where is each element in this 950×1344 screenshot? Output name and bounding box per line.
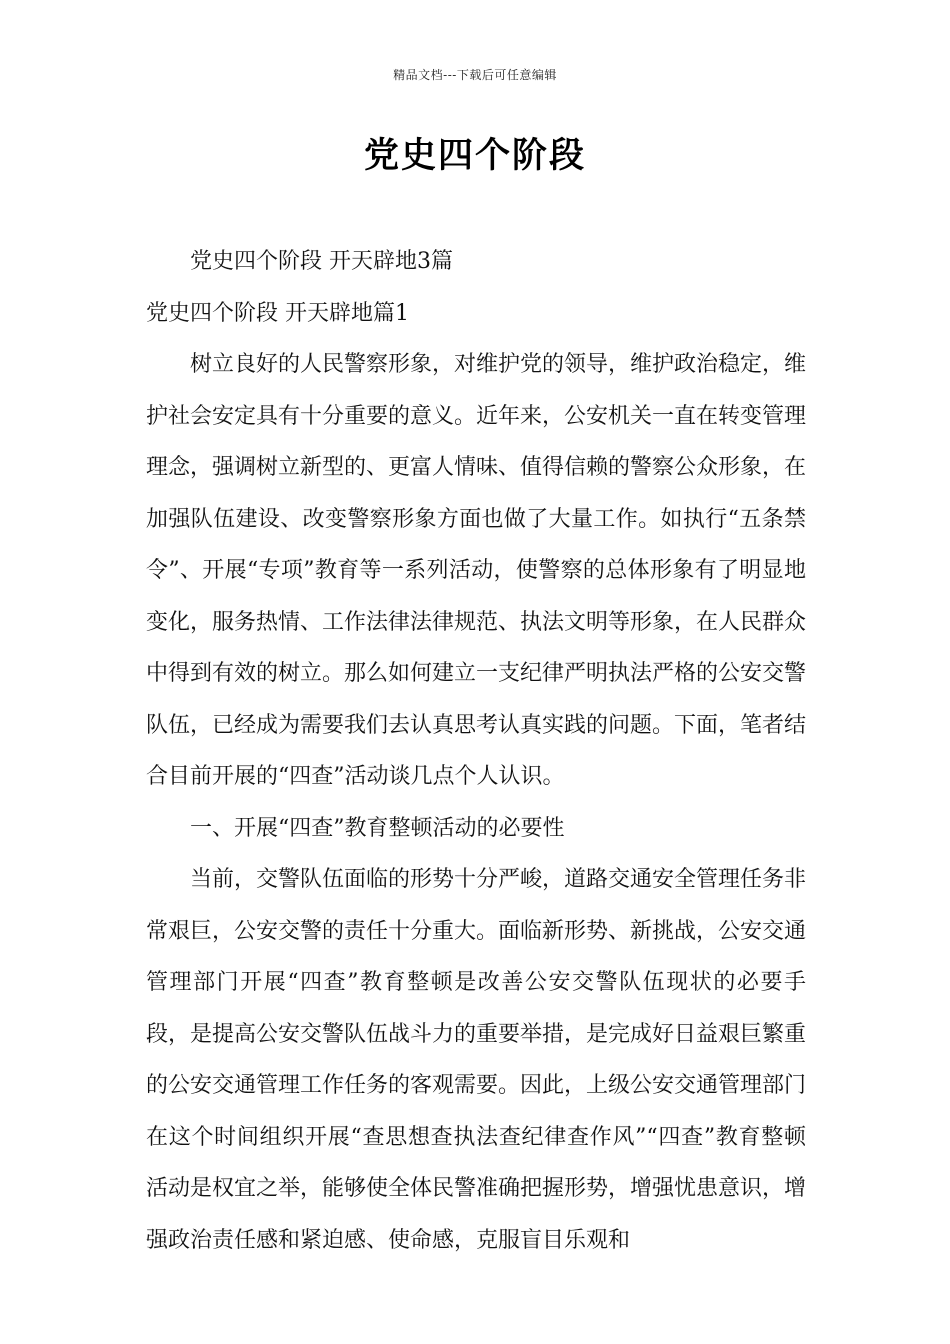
subtitle-paragraph: 党史四个阶段 开天辟地3篇 (190, 249, 453, 274)
body-paragraph: 当前，交警队伍面临的形势十分严峻，道路交通安全管理任务非常艰巨，公安交警的责任十分重大。面临新形势、新挑战，公安交通管理部门开展“四查”教育整顿是改善公安交警队伍现状的必要手段，是提高公安交警队伍战斗力的重要举措，是完成好日益艰巨繁重的公安交通管理工作任务的客观需要。因此，上级公安交通管理部门在这个时间组织开展“查思想查执法查纪律查作风”“四查”教育整顿活动是权宜之举，能够使全体民警准确把握形势，增强忧患意识，增强政治责任感和紧迫感、使命感，克服盲目乐观和 (146, 867, 807, 1253)
section-heading: 党史四个阶段 开天辟地篇1 (146, 300, 409, 326)
document-title: 党史四个阶段 (363, 135, 586, 176)
body-paragraph: 树立良好的人民警察形象，对维护党的领导，维护政治稳定，维护社会安定具有十分重要的意义。近年来，公安机关一直在转变管理理念，强调树立新型的、更富人情味、值得信赖的警察公众形象，在加强队伍建设、改变警察形象方面也做了大量工作。如执行“五条禁令”、开展“专项”教育等一系列活动，使警察的总体形象有了明显地变化，服务热情、工作法律法律规范、执法文明等形象，在人民群众中得到有效的树立。那么如何建立一支纪律严明执法严格的公安交警队伍，已经成为需要我们去认真思考认真实践的问题。下面，笔者结合目前开展的“四查”活动谈几点个人认识。 (146, 352, 807, 789)
header-note: 精品文档---下载后可任意编辑 (393, 68, 557, 82)
subsection-heading: 一、开展“四查”教育整顿活动的必要性 (190, 815, 565, 841)
document-body (146, 236, 806, 1266)
